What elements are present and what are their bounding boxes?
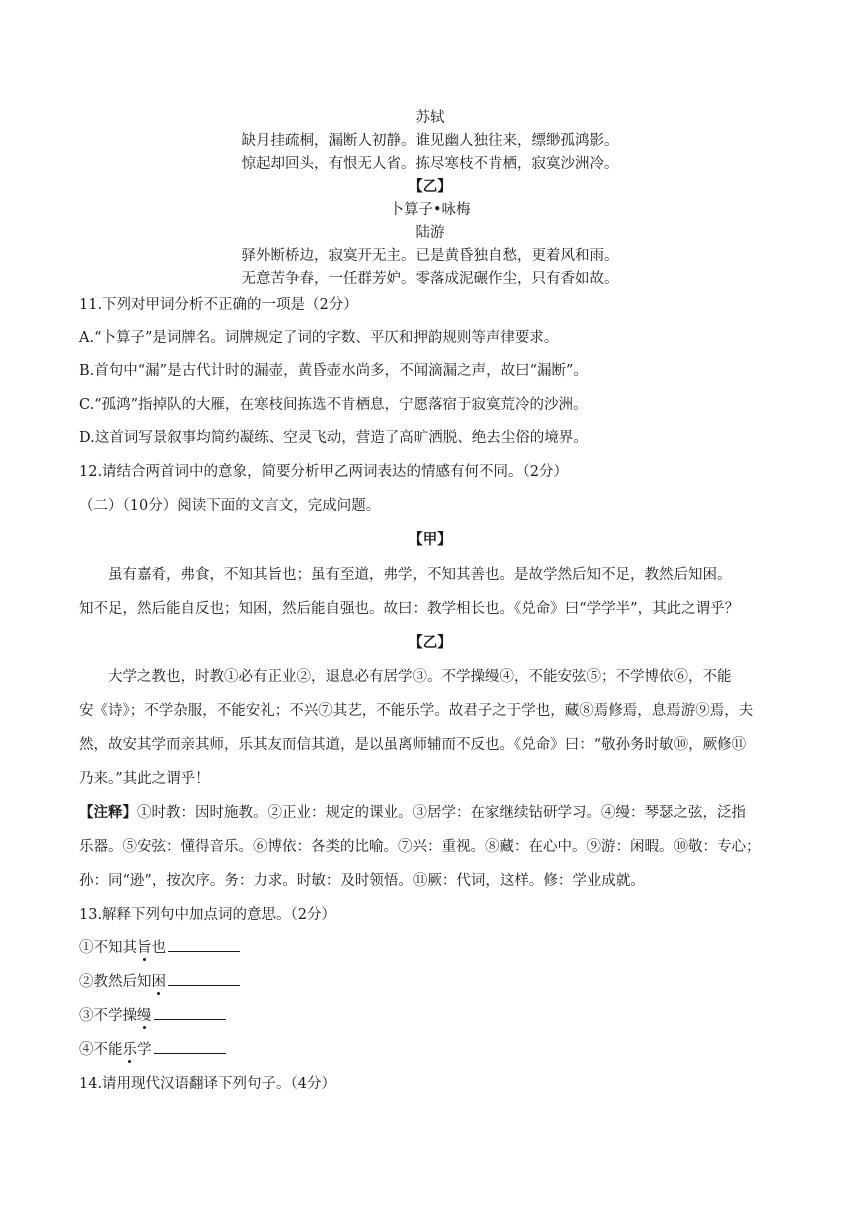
notes-text-1: ①时教：因时施教。②正业：规定的课业。③居学：在家继续钻研学习。④缦：琴瑟之弦，泛指 (137, 805, 746, 821)
poem-jia-author: 苏轼 (415, 110, 445, 126)
answer-blank-1[interactable] (168, 937, 240, 952)
poem-yi-label: 【乙】 (408, 178, 452, 195)
poem-yi-title: 卜算子•咏梅 (389, 202, 471, 218)
question-11-option-d: D.这首词写景叙事均简约凝练、空灵飞动，营造了高旷洒脱、绝去尘俗的境界。 (79, 430, 588, 446)
item-2-dotted-word: 困 (151, 974, 166, 990)
item-1-suffix: 也 (151, 940, 166, 956)
answer-blank-3[interactable] (154, 1005, 226, 1020)
text-jia-label: 【甲】 (408, 531, 452, 548)
question-13-item-2 (79, 970, 240, 991)
item-1-dotted-word: 旨 (137, 940, 152, 956)
question-13-stem: 13.解释下列句中加点词的意思。（2分） (79, 907, 337, 923)
text-yi-line-1: 大学之教也，时教①必有正业②，退息必有居学③。不学操缦④，不能安弦⑤；不学博依⑥，不能 (108, 669, 732, 685)
question-11-stem: 11.下列对甲词分析不正确的一项是（2分） (79, 297, 358, 313)
text-yi-label: 【乙】 (408, 634, 452, 651)
question-13-item-3 (79, 1004, 226, 1025)
text-jia-line-1: 虽有嘉肴，弗食，不知其旨也；虽有至道，弗学，不知其善也。是故学然后知不足，教然后知困。 (108, 567, 732, 583)
question-13-item-1 (79, 936, 240, 957)
item-4-prefix: ④不能 (79, 1042, 123, 1058)
answer-blank-4[interactable] (154, 1039, 226, 1054)
question-14-stem: 14.请用现代汉语翻译下列句子。（4分） (79, 1076, 337, 1092)
question-11-option-a: A.“卜算子”是词牌名。词牌规定了词的字数、平仄和押韵规则等声律要求。 (79, 330, 559, 346)
notes-line-3: 孙：同“逊”，按次序。务：力求。时敏：及时领悟。⑪厥：代词，这样。修：学业成就。 (79, 873, 645, 889)
notes-label: 【注释】 (79, 804, 137, 821)
section-2-heading: （二）（10分）阅读下面的文言文，完成问题。 (79, 498, 381, 514)
poem-jia-line-2: 惊起却回头，有恨无人省。拣尽寒枝不肯栖，寂寞沙洲冷。 (241, 156, 619, 172)
text-yi-line-2: 安《诗》；不学杂服，不能安礼；不兴⑦其艺，不能乐学。故君子之于学也，藏⑧焉修焉，息焉游⑨焉，夫 (79, 703, 754, 719)
question-13-item-4 (79, 1038, 226, 1059)
answer-blank-2[interactable] (168, 971, 240, 986)
item-3-prefix: ③不学操 (79, 1008, 137, 1024)
text-yi-line-3: 然，故安其学而亲其师，乐其友而信其道，是以虽离师辅而不反也。《兑命》曰：“敬孙务时敏⑩，厥修⑪ (79, 737, 747, 753)
item-1-prefix: ①不知其 (79, 940, 137, 956)
item-4-dotted-word: 乐 (122, 1042, 137, 1058)
text-yi-line-4: 乃来。”其此之谓乎！ (79, 771, 210, 787)
item-3-dotted-word: 缦 (137, 1008, 152, 1024)
poem-jia-line-1: 缺月挂疏桐，漏断人初静。谁见幽人独往来，缥缈孤鸿影。 (241, 133, 619, 149)
item-2-prefix: ②教然后知 (79, 974, 152, 990)
question-11-option-b: B.首句中“漏”是古代计时的漏壶，黄昏壶水尚多，不闻滴漏之声，故曰“漏断”。 (79, 363, 588, 379)
notes-line-2: 乐器。⑤安弦：懂得音乐。⑥博依：各类的比喻。⑦兴：重视。⑧藏：在心中。⑨游：闲暇。⑩敬：专心； (79, 839, 761, 855)
poem-yi-line-2: 无意苦争春，一任群芳妒。零落成泥碾作尘，只有香如故。 (241, 271, 619, 287)
notes-line-1 (79, 801, 746, 822)
question-12-stem: 12.请结合两首词中的意象，简要分析甲乙两词表达的情感有何不同。（2分） (79, 464, 569, 480)
question-11-option-c: C.“孤鸿”指掉队的大雁，在寒枝间拣选不肯栖息，宁愿落宿于寂寞荒冷的沙洲。 (79, 397, 588, 413)
poem-yi-line-1: 驿外断桥边，寂寞开无主。已是黄昏独自愁，更着风和雨。 (241, 248, 619, 264)
item-4-suffix: 学 (137, 1042, 152, 1058)
text-jia-line-2: 知不足，然后能自反也；知困，然后能自强也。故曰：教学相长也。《兑命》曰“学学半”，其此之谓乎？ (79, 601, 740, 617)
poem-yi-author: 陆游 (415, 225, 445, 241)
